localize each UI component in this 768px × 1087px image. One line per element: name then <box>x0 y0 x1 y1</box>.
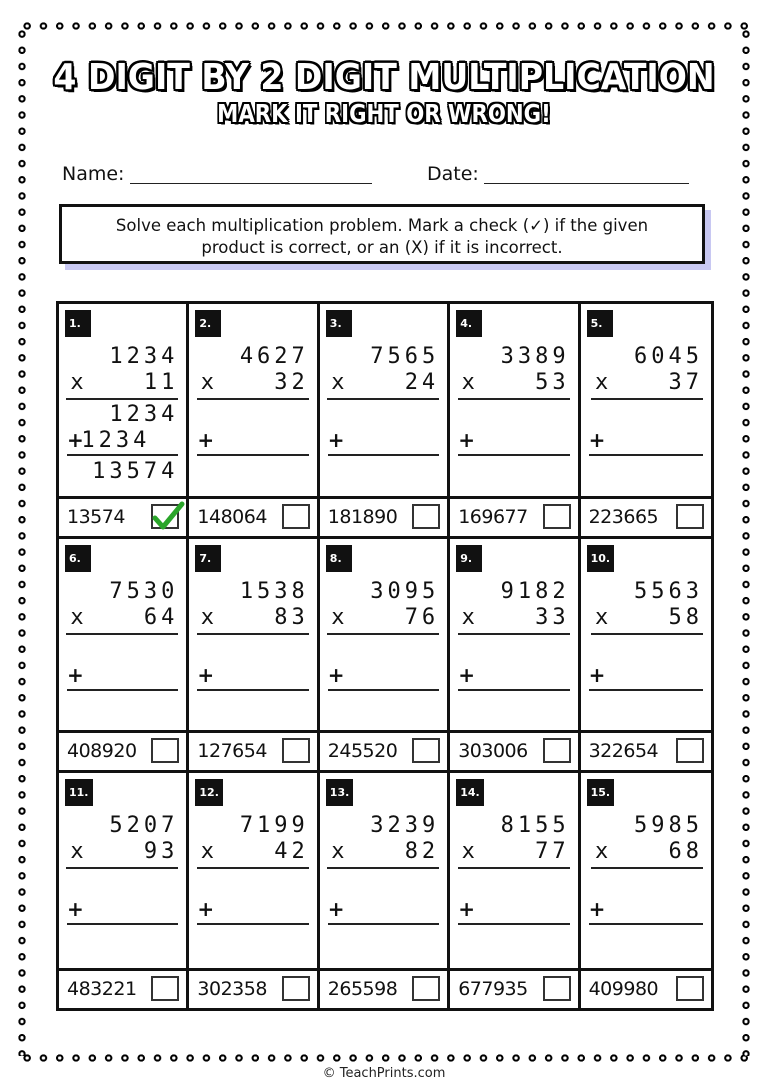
answer-row <box>59 730 186 770</box>
problem-number: 3. <box>326 310 352 337</box>
mark-checkbox[interactable] <box>676 976 704 1001</box>
problem-cell <box>450 773 580 1008</box>
times-sign: x <box>70 604 84 630</box>
times-sign: x <box>200 839 215 865</box>
times-sign: x <box>331 839 345 865</box>
answer-row <box>581 968 711 1008</box>
work-area[interactable] <box>320 304 447 496</box>
multiplicand: 3239 <box>370 813 440 839</box>
problem-cell <box>581 773 711 1008</box>
given-product: 13574 <box>67 505 125 528</box>
given-product: 303006 <box>458 740 528 763</box>
date-label: Date: <box>427 163 479 185</box>
work-area[interactable] <box>189 304 316 496</box>
dotted-border-right <box>741 26 751 1056</box>
mark-checkbox[interactable] <box>151 738 179 763</box>
plus-sign: + <box>197 428 215 452</box>
mark-checkbox[interactable] <box>282 504 310 529</box>
name-label: Name: <box>62 163 125 185</box>
given-product: 408920 <box>67 740 137 763</box>
multiplier-row <box>197 370 309 400</box>
work-area[interactable] <box>581 539 711 731</box>
multiplicand: 4627 <box>239 344 309 369</box>
sum-line <box>328 454 439 456</box>
plus-sign: + <box>458 897 475 922</box>
multiplicand: 1234 <box>109 344 179 369</box>
problem-number: 10. <box>587 545 615 572</box>
sum-line <box>458 689 569 691</box>
multiplicand: 9182 <box>500 578 570 604</box>
mark-checkbox[interactable] <box>282 976 310 1001</box>
plus-sign: + <box>327 428 345 452</box>
problem-cell <box>320 539 450 774</box>
answer-row <box>59 968 186 1008</box>
times-sign: x <box>70 370 84 395</box>
multiplicand: 7199 <box>239 813 309 839</box>
plus-sign: + <box>458 662 475 687</box>
multiplier-row <box>458 605 570 635</box>
answer-row <box>320 968 447 1008</box>
dotted-border-bottom <box>19 1053 750 1063</box>
sum-line <box>328 923 439 925</box>
problem-number: 7. <box>195 545 221 572</box>
mark-checkbox[interactable] <box>412 738 440 763</box>
multiplicand: 5207 <box>109 813 179 839</box>
problem-number: 15. <box>587 779 615 806</box>
multiplier: 93 <box>143 839 179 865</box>
sum-line <box>197 454 308 456</box>
mark-checkbox[interactable] <box>151 504 179 529</box>
given-product: 127654 <box>197 740 267 763</box>
plus-sign: + <box>327 897 345 922</box>
given-product: 302358 <box>197 978 267 1000</box>
instructions-box <box>59 204 705 264</box>
work-area[interactable] <box>450 539 577 731</box>
times-sign: x <box>200 370 215 395</box>
mark-checkbox[interactable] <box>543 504 571 529</box>
multiplier-row <box>197 839 309 869</box>
sum-line <box>67 454 178 456</box>
multiplicand: 3095 <box>370 578 440 604</box>
multiplier: 58 <box>668 604 703 630</box>
problem-number: 11. <box>65 779 93 806</box>
problem-cell <box>189 539 319 774</box>
work-area[interactable] <box>59 773 186 968</box>
problem-number: 14. <box>456 779 484 806</box>
date-field[interactable] <box>484 183 689 184</box>
answer-row <box>320 730 447 770</box>
worksheet-title: 4 DIGIT BY 2 DIGIT MULTIPLICATION <box>53 57 715 98</box>
work-area[interactable] <box>189 773 316 968</box>
work-area[interactable] <box>450 304 577 496</box>
work-area[interactable] <box>320 773 447 968</box>
instructions-line-1: Solve each multiplication problem. Mark a check (✓) if the given <box>115 216 649 235</box>
plus-sign: + <box>197 662 215 687</box>
times-sign: x <box>461 839 475 865</box>
plus-sign: + <box>67 662 84 687</box>
problem-cell <box>320 304 450 539</box>
check-mark-icon <box>151 500 185 532</box>
multiplicand: 7530 <box>109 578 179 604</box>
problem-number: 8. <box>326 545 352 572</box>
multiplier-row <box>458 370 570 400</box>
plus-sign: + <box>197 897 215 922</box>
dotted-border-top <box>19 21 750 31</box>
mark-checkbox[interactable] <box>676 738 704 763</box>
multiplier: 24 <box>404 370 440 395</box>
problem-number: 1. <box>65 310 91 337</box>
sum-line <box>328 689 439 691</box>
given-product: 223665 <box>588 505 659 528</box>
times-sign: x <box>70 839 84 865</box>
multiplier: 11 <box>143 370 179 395</box>
given-product: 322654 <box>588 740 659 763</box>
problem-cell <box>189 773 319 1008</box>
problem-cell <box>450 304 580 539</box>
problem-cell <box>59 539 189 774</box>
given-product: 148064 <box>197 505 267 528</box>
multiplicand: 1538 <box>239 578 309 604</box>
multiplier-row <box>66 605 178 635</box>
plus-sign: + <box>588 428 606 452</box>
problem-cell <box>581 539 711 774</box>
problem-number: 9. <box>456 545 482 572</box>
times-sign: x <box>200 604 215 630</box>
multiplier: 32 <box>274 370 309 395</box>
worksheet-subtitle: MARK IT RIGHT OR WRONG! <box>217 99 551 128</box>
given-product: 245520 <box>327 740 398 763</box>
sum-line <box>589 689 703 691</box>
answer-row <box>581 496 711 536</box>
problem-number: 6. <box>65 545 91 572</box>
multiplicand: 5563 <box>634 578 703 604</box>
multiplier: 42 <box>274 839 309 865</box>
answer-row <box>450 730 577 770</box>
problems-grid <box>56 301 714 1011</box>
problem-number: 13. <box>326 779 354 806</box>
problem-cell <box>59 304 189 539</box>
times-sign: x <box>594 604 609 630</box>
multiplicand: 5985 <box>634 813 703 839</box>
multiplier-row <box>327 839 439 869</box>
multiplier-row <box>197 605 309 635</box>
problem-cell <box>450 539 580 774</box>
mark-checkbox[interactable] <box>412 504 440 529</box>
multiplier-row <box>591 370 703 400</box>
times-sign: x <box>594 370 609 395</box>
sum-line <box>458 454 569 456</box>
mark-checkbox[interactable] <box>412 976 440 1001</box>
multiplier-row <box>327 605 439 635</box>
problem-number: 5. <box>587 310 613 337</box>
partial-product-1: 1234 <box>109 402 179 427</box>
multiplier: 33 <box>535 604 570 630</box>
problem-number: 12. <box>195 779 223 806</box>
sum-line <box>67 923 178 925</box>
multiplier: 82 <box>404 839 440 865</box>
mark-checkbox[interactable] <box>543 738 571 763</box>
multiplicand: 7565 <box>370 344 440 369</box>
times-sign: x <box>331 370 345 395</box>
work-area[interactable] <box>581 304 711 496</box>
times-sign: x <box>594 839 609 865</box>
copyright-footer: © TeachPrints.com <box>322 1066 446 1081</box>
given-product: 181890 <box>327 505 398 528</box>
work-area[interactable] <box>450 773 577 968</box>
problem-cell <box>320 773 450 1008</box>
multiplier: 76 <box>404 604 440 630</box>
given-product: 483221 <box>67 978 137 1000</box>
answer-row <box>59 496 186 536</box>
sum-line <box>197 689 308 691</box>
problem-number: 4. <box>456 310 482 337</box>
problem-cell <box>59 773 189 1008</box>
multiplier-row <box>327 370 439 400</box>
work-area[interactable] <box>59 304 186 496</box>
multiplicand: 8155 <box>500 813 570 839</box>
multiplicand: 6045 <box>634 344 703 369</box>
given-product: 169677 <box>458 505 528 528</box>
multiplier-row <box>66 839 178 869</box>
answer-row <box>320 496 447 536</box>
sum-line <box>589 923 703 925</box>
answer-row <box>189 968 316 1008</box>
multiplier: 68 <box>668 839 703 865</box>
mark-checkbox[interactable] <box>676 504 704 529</box>
sum-line <box>197 923 308 925</box>
mark-checkbox[interactable] <box>151 976 179 1001</box>
times-sign: x <box>331 604 345 630</box>
answer-row <box>581 730 711 770</box>
work-area[interactable] <box>320 539 447 731</box>
multiplier: 64 <box>143 604 179 630</box>
multiplier: 53 <box>535 370 570 395</box>
multiplier: 77 <box>535 839 570 865</box>
plus-sign: + <box>588 897 606 922</box>
answer-row <box>450 496 577 536</box>
plus-sign: + <box>327 662 345 687</box>
multiplier-row <box>66 370 178 400</box>
work-area[interactable] <box>189 539 316 731</box>
multiplier-row <box>591 839 703 869</box>
mark-checkbox[interactable] <box>282 738 310 763</box>
plus-sign: + <box>458 428 475 452</box>
sum-line <box>67 689 178 691</box>
name-field[interactable] <box>130 183 372 184</box>
sum-line <box>458 923 569 925</box>
partial-product-2: 1234 <box>81 428 151 453</box>
times-sign: x <box>461 370 475 395</box>
answer-row <box>450 968 577 1008</box>
problem-cell <box>189 304 319 539</box>
multiplier-row <box>591 605 703 635</box>
given-product: 677935 <box>458 978 528 1000</box>
multiplier: 37 <box>668 370 703 395</box>
multiplicand: 3389 <box>500 344 570 369</box>
product-sum: 13574 <box>92 459 179 484</box>
problem-number: 2. <box>195 310 221 337</box>
problem-cell <box>581 304 711 539</box>
times-sign: x <box>461 604 475 630</box>
dotted-border-left <box>17 26 27 1056</box>
multiplier: 83 <box>274 604 309 630</box>
multiplier-row <box>458 839 570 869</box>
plus-sign: + <box>67 897 84 922</box>
sum-line <box>589 454 703 456</box>
plus-sign: + <box>588 662 606 687</box>
answer-row <box>189 496 316 536</box>
given-product: 409980 <box>588 978 659 1000</box>
plus-sign: + <box>67 428 84 452</box>
work-area[interactable] <box>581 773 711 968</box>
mark-checkbox[interactable] <box>543 976 571 1001</box>
answer-row <box>189 730 316 770</box>
given-product: 265598 <box>327 978 398 1000</box>
work-area[interactable] <box>59 539 186 731</box>
instructions-line-2: product is correct, or an (X) if it is incorrect. <box>201 238 563 257</box>
